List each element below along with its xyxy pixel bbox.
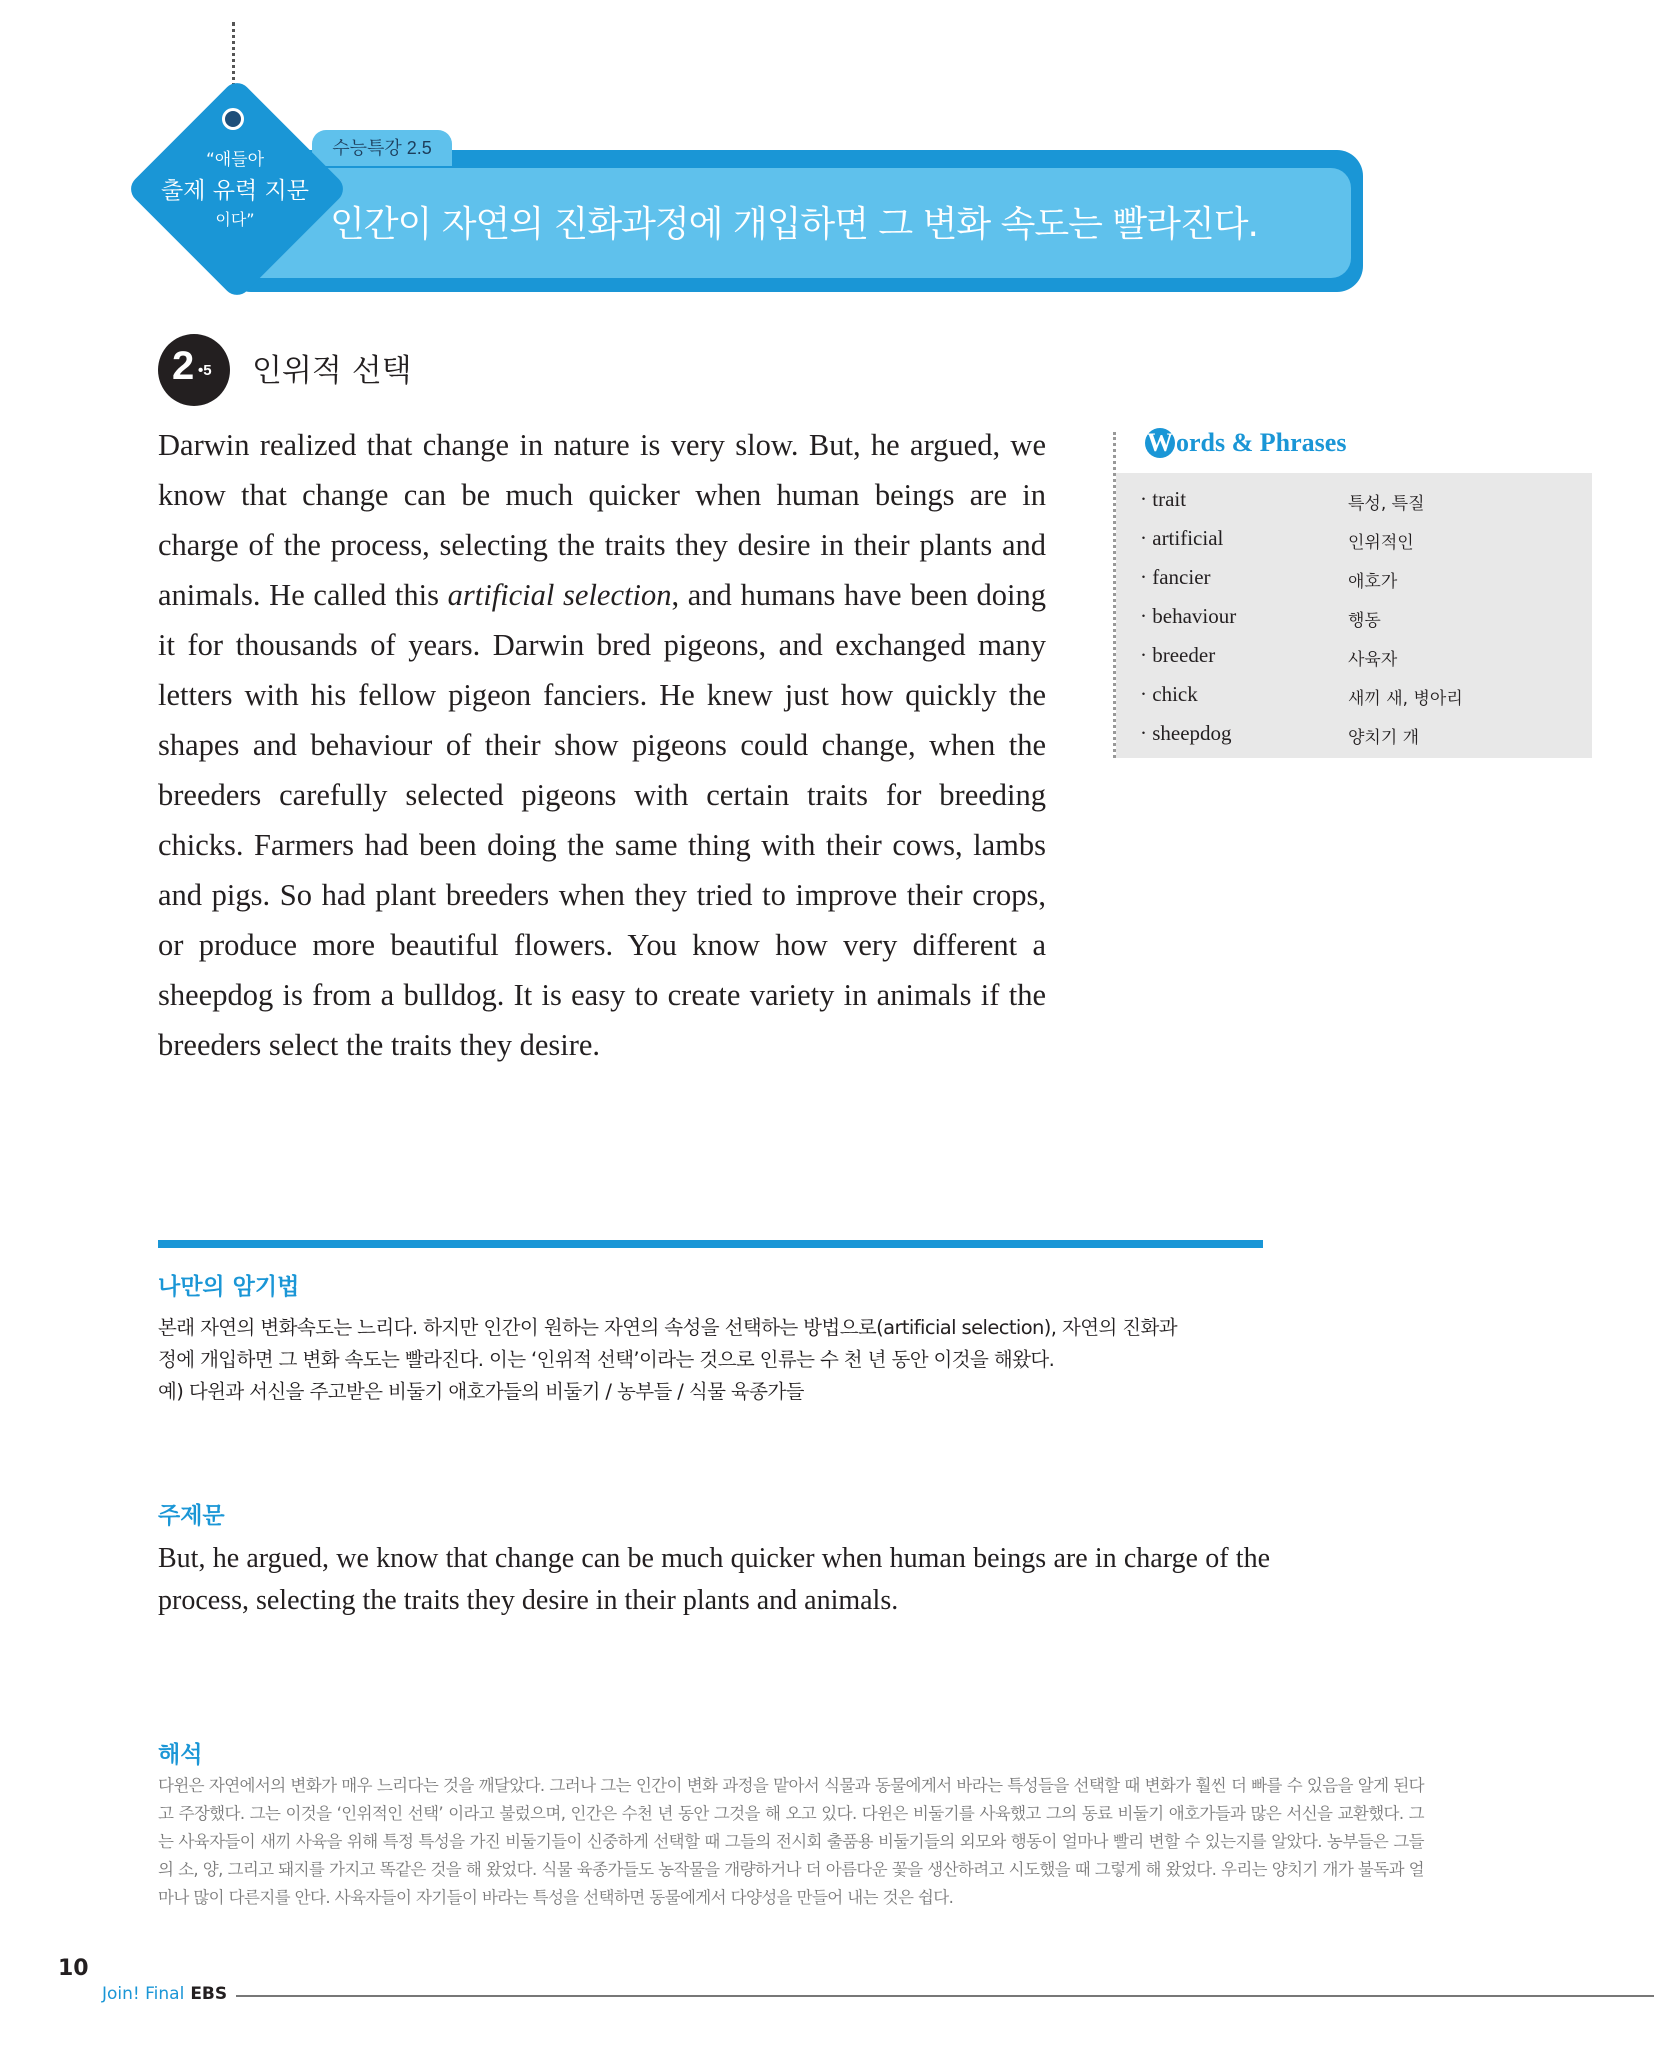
page-number: 10	[58, 1956, 89, 1981]
vocab-item	[1116, 604, 1592, 643]
topic-text: But, he argued, we know that change can be much quicker when human beings are in charge of the process, selecting the traits they desire in their plants and animals.	[158, 1543, 1270, 1616]
memo-heading: 나만의 암기법	[158, 1274, 300, 1300]
vocab-item	[1116, 487, 1592, 526]
footer-brand-logo: EBS	[190, 1984, 228, 2004]
vocab-meaning: 특성, 특질	[1348, 494, 1425, 514]
vocab-term: · behaviour	[1140, 604, 1237, 628]
section-divider	[158, 1240, 1263, 1248]
vocab-item	[1116, 565, 1592, 604]
vocab-item	[1116, 643, 1592, 682]
section-title: 인위적 선택	[252, 353, 412, 389]
page-title: 인간이 자연의 진화과정에 개입하면 그 변화 속도는 빨라진다.	[330, 204, 1258, 245]
translation-heading: 해석	[158, 1742, 203, 1768]
vocab-term: · sheepdog	[1140, 721, 1232, 745]
footer-brand	[102, 1984, 227, 2004]
vocab-meaning: 양치기 개	[1348, 728, 1420, 748]
vocab-term: · fancier	[1140, 565, 1211, 589]
translation-text: 다윈은 자연에서의 변화가 매우 느리다는 것을 깨달았다. 그러나 그는 인간이 변화 과정을 맡아서 식물과 동물에게서 바라는 특성들을 선택할 때 변화가 훨씬 더 빠를 수 있음을 알게 된다고 주장했다. 그는 이것을 ‘인위적인 선택’ 이라고 불렀으며, 인간은 수천 년 동안 그것을 해 오고 있다. 다윈은 비둘기를 사육했고 그의 동료 비둘기 애호가들과 많은 서신을 교환했다. 그는 사육자들이 새끼 사육을 위해 특정 특성을 가진 비둘기들이 신중하게 선택할 때 그들의 전시회 출품용 비둘기들의 외모와 행동이 얼마나 빨리 변할 수 있는지를 알았다. 농부들은 그들의 소, 양, 그리고 돼지를 가지고 똑같은 것을 해 왔었다. 식물 육종가들도 농작물을 개량하거나 더 아름다운 꽃을 생산하려고 시도했을 때 그렇게 해 왔었다. 우리는 양치기 개가 불독과 얼마나 많이 다른지를 안다. 사육자들이 자기들이 바라는 특성을 선택하면 동물에게서 다양성을 만들어 내는 것은 쉽다.	[158, 1776, 1424, 1907]
badge-line-3: 이다”	[215, 210, 255, 229]
words-phrases-box	[1116, 473, 1592, 758]
passage-text	[158, 420, 1046, 1070]
passage-part-2: , and humans have been doing it for thousands of years. Darwin bred pigeons, and exchanged many letters with his fellow pigeon fanciers. He knew just how quickly the shapes and behaviour of their show pigeons could change, when the breeders carefully selected pigeons with certain traits for breeding chicks. Farmers had been doing the same thing with their cows, lambs and pigs. So had plant breeders when they tried to improve their crops, or produce more beautiful flowers. You know how very different a sheepdog is from a bulldog. It is easy to create variety in animals if the breeders select the traits they desire.	[158, 578, 1046, 1062]
words-phrases-title-text: ords & Phrases	[1176, 428, 1347, 457]
section-number: 2	[172, 344, 195, 388]
words-phrases-title	[1145, 428, 1346, 458]
memo-line-2: 정에 개입하면 그 변화 속도는 빨라진다. 이는 ‘인위적 선택’이라는 것으로 인류는 수 천 년 동안 이것을 해왔다.	[158, 1348, 1055, 1371]
vocab-meaning: 행동	[1348, 611, 1381, 631]
memo-line-1: 본래 자연의 변화속도는 느리다. 하지만 인간이 원하는 자연의 속성을 선택하는 방법으로(artificial selection), 자연의 진화과	[158, 1316, 1178, 1339]
vocab-term: · chick	[1140, 682, 1198, 706]
vocab-meaning: 사육자	[1348, 650, 1398, 670]
footer-line	[236, 1995, 1654, 1997]
passage-part-1: Darwin realized that change in nature is very slow. But, he argued, we know that change can be much quicker when human beings are in charge of the process, selecting the traits they desire in their plants and animals. He called this	[158, 428, 1046, 612]
section-subnumber: •5	[198, 362, 212, 379]
vocab-meaning: 인위적인	[1348, 533, 1414, 553]
quote-badge-text	[140, 145, 330, 230]
vocab-item	[1116, 526, 1592, 565]
footer-brand-name: Join! Final	[102, 1984, 185, 2004]
vocab-item	[1116, 721, 1592, 760]
memo-body	[158, 1312, 1278, 1408]
vocab-term: · artificial	[1140, 526, 1224, 550]
vocab-meaning: 애호가	[1348, 572, 1398, 592]
vocab-item	[1116, 682, 1592, 721]
memo-line-3: 예) 다윈과 서신을 주고받은 비둘기 애호가들의 비둘기 / 농부들 / 식물 육종가들	[158, 1380, 804, 1403]
section-number-badge	[158, 334, 230, 406]
badge-line-2: 출제 유력 지문	[161, 178, 309, 204]
vocab-term: · trait	[1140, 487, 1187, 511]
pin-icon	[222, 108, 244, 130]
badge-line-1: “애들아	[205, 150, 265, 170]
vocab-term: · breeder	[1140, 643, 1216, 667]
passage-italic-term: artificial selection	[447, 578, 672, 612]
vocab-meaning: 새끼 새, 병아리	[1348, 689, 1463, 709]
source-tab-label: 수능특강 2.5	[332, 138, 432, 158]
words-initial-icon: W	[1147, 428, 1173, 457]
topic-heading: 주제문	[158, 1503, 225, 1529]
